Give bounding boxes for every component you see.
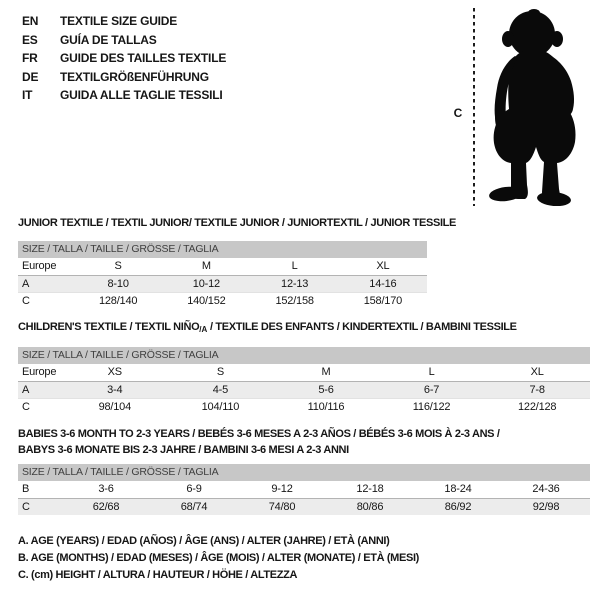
title-line-1: BABIES 3-6 MONTH TO 2-3 YEARS / BEBÉS 3-6 MESES A 2-3 AÑOS / BÉBÉS 3-6 MOIS À 2-3 ANS / — [18, 428, 500, 440]
size-cell: S — [216, 366, 224, 378]
table-row-age-months — [18, 481, 590, 498]
language-row-de — [22, 68, 226, 87]
language-label: GUIDE DES TAILLES TEXTILE — [60, 51, 227, 66]
height-cell: 152/158 — [275, 295, 314, 307]
language-label: TEXTILGRÖßENFÜHRUNG — [60, 69, 209, 84]
height-cell: 104/110 — [201, 401, 240, 413]
row-label: A — [22, 384, 30, 396]
size-cell: XL — [376, 260, 390, 272]
size-cell: S — [114, 260, 122, 272]
title-text: / TEXTILE DES ENFANTS / KINDERTEXTIL / BAMBINI TESSILE — [207, 321, 517, 333]
age-cell: 4-5 — [212, 384, 229, 396]
size-cell: M — [321, 366, 331, 378]
table-title-junior: JUNIOR TEXTILE / TEXTIL JUNIOR/ TEXTILE JUNIOR / JUNIORTEXTIL / JUNIOR TESSILE — [18, 217, 457, 229]
footnote-age-years: A. AGE (YEARS) / EDAD (AÑOS) / ÂGE (ANS) / ALTER (JAHRE) / ETÀ (ANNI) — [18, 535, 390, 547]
height-measure-dashed-line — [473, 8, 475, 206]
age-cell: 7-8 — [529, 384, 545, 396]
table-row-europe — [18, 364, 590, 381]
age-cell: 14-16 — [369, 278, 397, 290]
age-cell: 10-12 — [192, 278, 220, 290]
age-cell: 12-18 — [356, 483, 384, 495]
language-code: IT — [22, 88, 33, 103]
size-cell: XL — [530, 366, 544, 378]
height-cell: 128/140 — [98, 295, 138, 307]
row-label: C — [22, 401, 30, 413]
size-header-bar: SIZE / TALLA / TAILLE / GRÖSSE / TAGLIA — [18, 347, 590, 364]
table-row-europe — [18, 258, 427, 275]
table-row-height — [18, 292, 427, 309]
age-cell: 5-6 — [318, 384, 334, 396]
language-code: FR — [22, 51, 38, 66]
size-cell: L — [291, 260, 298, 272]
language-row-en — [22, 12, 226, 31]
row-label: A — [22, 278, 30, 290]
height-cell: 68/74 — [180, 501, 208, 513]
height-cell: 80/86 — [356, 501, 384, 513]
language-row-es — [22, 31, 226, 50]
height-cell: 74/80 — [268, 501, 296, 513]
title-subscript: /A — [199, 325, 208, 334]
size-header-bar: SIZE / TALLA / TAILLE / GRÖSSE / TAGLIA — [18, 241, 427, 258]
row-label: Europe — [22, 366, 57, 378]
language-code: EN — [22, 14, 39, 29]
title-line-2: BABYS 3-6 MONATE BIS 2-3 JAHRE / BAMBINI 3-6 MESI A 2-3 ANNI — [18, 444, 349, 456]
footnote-height: C. (cm) HEIGHT / ALTURA / HAUTEUR / HÖHE / ALTEZZA — [18, 569, 298, 582]
height-cell: 92/98 — [532, 501, 560, 513]
height-cell: 110/116 — [307, 401, 345, 413]
footnote-age-months: B. AGE (MONTHS) / EDAD (MESES) / ÂGE (MOIS) / ALTER (MONATE) / ETÀ (MESI) — [18, 552, 419, 565]
age-cell: 24-36 — [532, 483, 560, 495]
age-cell: 9-12 — [271, 483, 293, 495]
language-label: GUÍA DE TALLAS — [60, 32, 157, 47]
age-cell: 6-7 — [423, 384, 440, 396]
language-label: GUIDA ALLE TAGLIE TESSILI — [60, 88, 223, 103]
title-text: CHILDREN'S TEXTILE / TEXTIL NIÑO — [18, 321, 200, 333]
row-label: Europe — [22, 260, 57, 272]
table-row-height — [18, 398, 590, 415]
row-label: C — [22, 501, 30, 513]
age-cell: 18-24 — [444, 483, 472, 495]
height-cell: 158/170 — [363, 295, 403, 307]
size-cell: M — [201, 260, 211, 272]
size-table-children — [18, 347, 590, 415]
height-cell: 140/152 — [187, 295, 226, 307]
size-table-junior — [18, 241, 427, 309]
age-cell: 12-13 — [281, 278, 309, 290]
height-cell: 98/104 — [98, 401, 132, 413]
table-title-children — [18, 321, 517, 334]
height-cell: 62/68 — [92, 501, 120, 513]
table-row-age — [18, 275, 427, 292]
size-table-babies — [18, 464, 590, 515]
table-row-age — [18, 381, 590, 398]
size-cell: XS — [107, 366, 122, 378]
age-cell: 3-6 — [98, 483, 114, 495]
age-cell: 8-10 — [107, 278, 129, 290]
toddler-silhouette — [478, 6, 590, 206]
table-row-height — [18, 498, 590, 515]
height-cell: 116/122 — [412, 401, 451, 413]
height-measure-label: C — [453, 106, 463, 120]
height-cell: 122/128 — [517, 401, 557, 413]
table-title-babies — [18, 426, 578, 458]
size-header-bar: SIZE / TALLA / TAILLE / GRÖSSE / TAGLIA — [18, 464, 590, 481]
row-label: B — [22, 483, 30, 495]
age-cell: 3-4 — [107, 384, 123, 396]
language-label: TEXTILE SIZE GUIDE — [60, 14, 178, 29]
language-code: DE — [22, 69, 39, 84]
language-title-list — [22, 12, 226, 105]
height-cell: 86/92 — [444, 501, 472, 513]
language-code: ES — [22, 32, 38, 47]
row-label: C — [22, 295, 30, 307]
age-cell: 6-9 — [186, 483, 202, 495]
footnote-legend — [18, 533, 419, 585]
language-row-it — [22, 86, 226, 105]
language-row-fr — [22, 49, 226, 68]
size-cell: L — [428, 366, 435, 378]
